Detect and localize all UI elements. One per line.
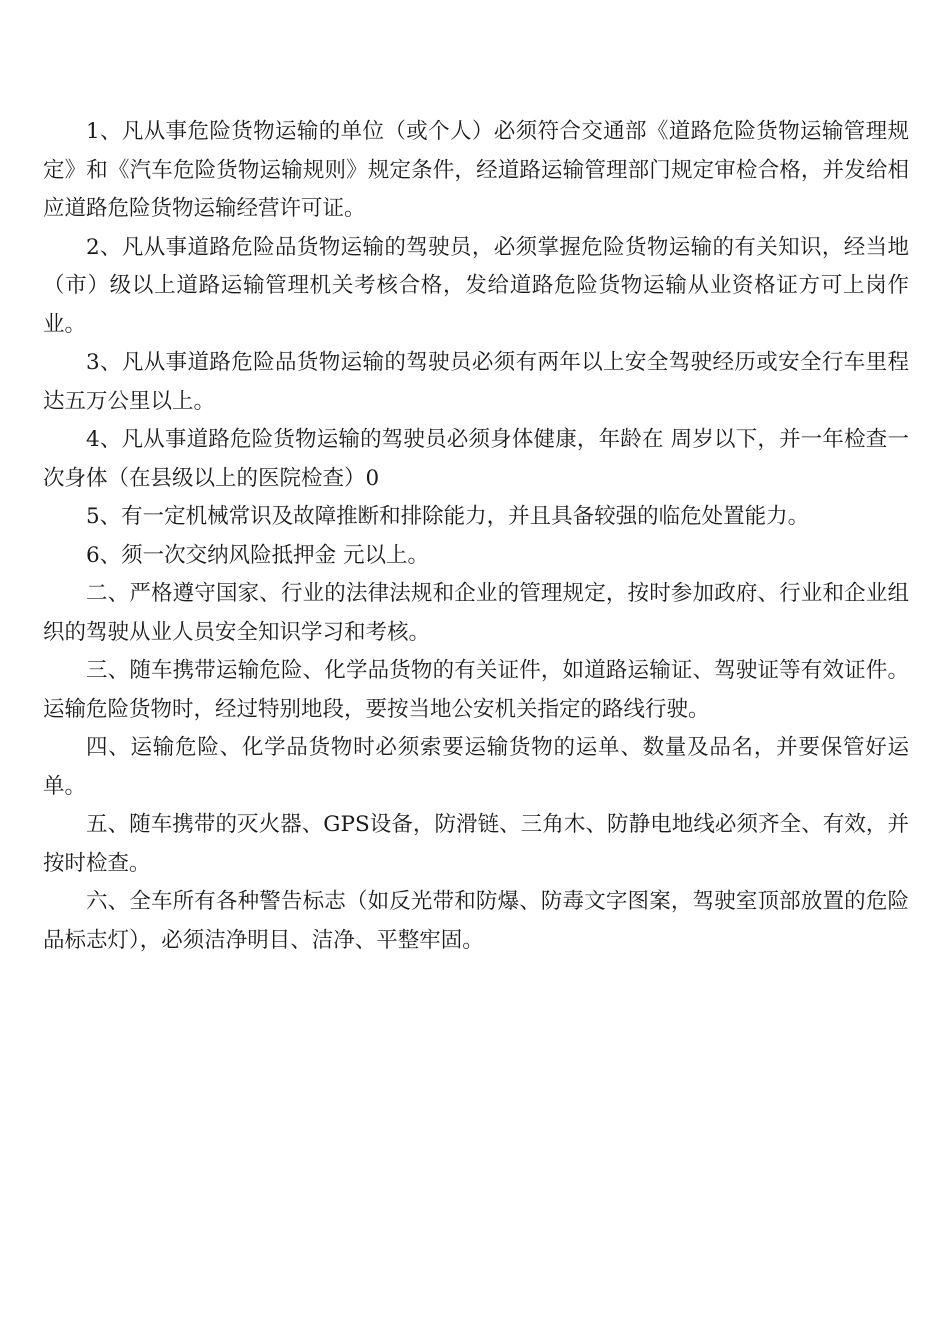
paragraph-9: 四、运输危险、化学品货物时必须索要运输货物的运单、数量及品名，并要保管好运单。 bbox=[43, 735, 909, 799]
paragraph-6: 6、须一次交纳风险抵押金 元以上。 bbox=[86, 542, 430, 568]
paragraph-2: 2、凡从事道路危险品货物运输的驾驶员，必须掌握危险货物运输的有关知识，经当地（市）级以上道路运输管理机关考核合格，发给道路危险货物运输从业资格证方可上岗作业。 bbox=[43, 234, 909, 337]
paragraph-10: 五、随车携带的灭火器、GPS设备，防滑链、三角木、防静电地线必须齐全、有效，并按时检查。 bbox=[43, 812, 909, 876]
paragraph-7: 二、严格遵守国家、行业的法律法规和企业的管理规定，按时参加政府、行业和企业组织的驾驶从业人员安全知识学习和考核。 bbox=[43, 581, 909, 645]
paragraph-3: 3、凡从事道路危险品货物运输的驾驶员必须有两年以上安全驾驶经历或安全行车里程达五万公里以上。 bbox=[43, 350, 909, 414]
paragraph-11: 六、全车所有各种警告标志（如反光带和防爆、防毒文字图案，驾驶室顶部放置的危险品标志灯），必须洁净明目、洁净、平整牢固。 bbox=[43, 889, 909, 953]
paragraph-4: 4、凡从事道路危险货物运输的驾驶员必须身体健康，年龄在 周岁以下，并一年检查一次身体（在县级以上的医院检查）0 bbox=[43, 427, 909, 491]
paragraph-1: 1、凡从事危险货物运输的单位（或个人）必须符合交通部《道路危险货物运输管理规定》和《汽车危险货物运输规则》规定条件，经道路运输管理部门规定审检合格，并发给相应道路危险货物运输经营许可证。 bbox=[43, 119, 909, 221]
document-body bbox=[43, 113, 909, 960]
paragraph-5: 5、有一定机械常识及故障推断和排除能力，并且具备较强的临危处置能力。 bbox=[86, 504, 810, 529]
paragraph-8: 三、随车携带运输危险、化学品货物的有关证件，如道路运输证、驾驶证等有效证件。运输危险货物时，经过特别地段，要按当地公安机关指定的路线行驶。 bbox=[43, 658, 909, 722]
